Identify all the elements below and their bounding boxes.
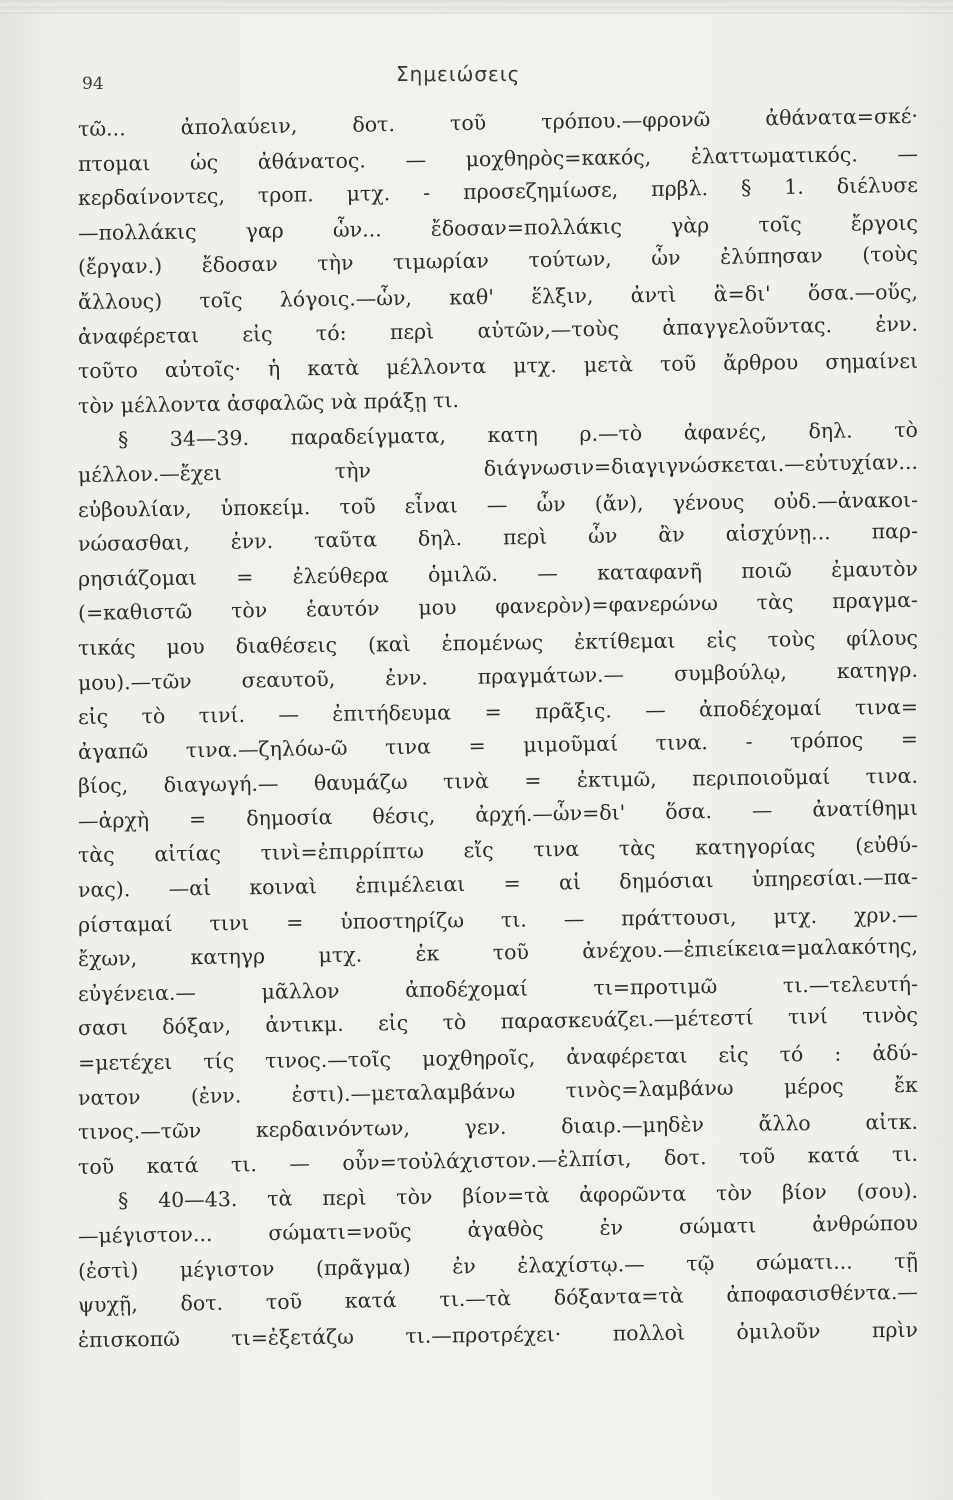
text-line: εὐβουλίαν, ὑποκείμ. τοῦ εἶναι — ὧν (ἄν), γένους οὐδ.—ἀνακοι- <box>77 487 919 522</box>
text-line: ἀναφέρεται εἰς τό: περὶ αὐτῶν,—τοὺς ἀπαγγελοῦντας. ἐνν. <box>77 311 919 349</box>
text-line: ψυχῇ, δοτ. τοῦ κατά τι.—τὰ δόξαντα=τὰ ἀποφασισθέντα.— <box>77 1279 919 1318</box>
text-line: κερδαίνοντες, τροπ. μτχ. - προσεζημίωσε, πρβλ. § 1. διέλυσε <box>77 172 919 211</box>
text-line: ἀγαπῶ τινα.—ζηλόω-ῶ τινα = μιμοῦμαί τινα. - τρόπος = <box>77 726 919 764</box>
text-line: ἔχων, κατηγρ μτχ. ἐκ τοῦ ἀνέχου.—ἐπιείκεια=μαλακότης, <box>77 934 919 972</box>
text-line: ρησιάζομαι = ἐλεύθερα ὁμιλῶ. — καταφανῆ ποιῶ ἐμαυτὸν <box>77 556 919 591</box>
text-line: ἐπισκοπῶ τι=ἐξετάζω τι.—προτρέχει· πολλοὶ ὁμιλοῦν πρὶν <box>77 1317 919 1352</box>
text-line: τικάς μου διαθέσεις (καὶ ἑπομένως ἐκτίθεμαι εἰς τοὺς φίλους <box>77 625 919 660</box>
text-line: εἰς τὸ τινί. — ἐπιτήδευμα = πρᾶξις. — ἀποδέχομαί τινα= <box>77 694 919 730</box>
section-start-line: § 40—43. τὰ περὶ τὸν βίον=τὰ ἀφορῶντα τὸν βίον (σου). <box>117 1179 919 1213</box>
text-line: ἄλλους) τοῖς λόγοις.—ὧν, καθ' ἕλξιν, ἀντὶ ἃ=δι' ὅσα.—οὕς, <box>77 279 919 314</box>
section-start-line: § 34—39. παραδείγματα, κατη ρ.—τὸ ἀφανές, δηλ. τὸ <box>117 418 919 452</box>
text-line: —πολλάκις γαρ ὧν... ἔδοσαν=πολλάκις γὰρ τοῖς ἔργοις <box>77 210 919 245</box>
text-line: τινος.—τῶν κερδαινόντων, γεν. διαιρ.—μηδὲν ἄλλο αἰτκ. <box>77 1109 919 1145</box>
text-line: εὐγένεια.— μᾶλλον ἀποδέχομαί τι=προτιμῶ τι.—τελευτή- <box>77 971 919 1006</box>
text-line: μέλλον.—ἔχει τὴν διάγνωσιν=διαγιγνώσκεται.—εὐτυχίαν... <box>77 449 919 487</box>
text-line: τὰς αἰτίας τινὶ=ἐπιρρίπτω εἴς τινα τὰς κατηγορίας (εὐθύ- <box>77 833 919 868</box>
text-line: νας). —αἱ κοιναὶ ἐπιμέλειαι = αἱ δημόσιαι ὑπηρεσίαι.—πα- <box>77 864 919 903</box>
text-line: νώσασθαι, ἐνν. ταῦτα δηλ. περὶ ὧν ἂν αἰσχύνῃ... παρ- <box>77 518 919 557</box>
text-line: μου).—τῶν σεαυτοῦ, ἐνν. πραγμάτων.— συμβούλῳ, κατηγρ. <box>77 657 919 695</box>
page-top-edge <box>0 0 953 14</box>
text-line: τοῦτο αὐτοῖς· ἡ κατὰ μέλλοντα μτχ. μετὰ τοῦ ἄρθρου σημαίνει <box>77 348 919 384</box>
running-head: Σημειώσεις <box>396 62 521 86</box>
text-line: (ἔργαν.) ἔδοσαν τὴν τιμωρίαν τούτων, ὧν ἐλύπησαν (τοὺς <box>77 242 919 280</box>
text-line: τῶ... ἀπολαύειν, δοτ. τοῦ τρόπου.—φρονῶ ἀθάνατα=σκέ· <box>77 103 919 141</box>
text-line: —ἀρχὴ = δημοσία θέσις, ἀρχή.—ὧν=δι' ὅσα. — ἀνατίθημι <box>77 795 919 833</box>
text-line: τὸν μέλλοντα ἀσφαλῶς νὰ πράξῃ τι. <box>77 387 460 418</box>
text-line: =μετέχει τίς τινος.—τοῖς μοχθηροῖς, ἀναφέρεται εἰς τό : ἀδύ- <box>77 1040 919 1076</box>
page-number: 94 <box>82 74 104 94</box>
text-line: (=καθιστῶ τὸν ἑαυτόν μου φανερὸν)=φανερώνω τὰς πραγμα- <box>77 588 919 626</box>
text-line: —μέγιστον... σώματι=νοῦς ἀγαθὸς ἐν σώματι ἀνθρώπου <box>77 1210 919 1248</box>
text-line: ρίσταμαί τινι = ὑποστηρίζω τι. — πράττουσι, μτχ. χρν.— <box>77 902 919 937</box>
notes-body <box>77 103 919 1357</box>
text-line: νατον (ἐνν. ἐστι).—μεταλαμβάνω τινὸς=λαμβάνω μέρος ἔκ <box>77 1072 919 1110</box>
text-line: τοῦ κατά τι. — οὖν=τοὐλάχιστον.—ἐλπίσι, δοτ. τοῦ κατά τι. <box>77 1141 919 1179</box>
text-line: βίος, διαγωγή.— θαυμάζω τινὰ = ἐκτιμῶ, περιποιοῦμαί τινα. <box>77 764 919 799</box>
text-line: (ἐστὶ) μέγιστον (πρᾶγμα) ἐν ἐλαχίστῳ.— τῷ σώματι... τῇ <box>77 1248 919 1283</box>
text-line: σασι δόξαν, ἀντικμ. εἰς τὸ παρασκευάζει.—μέτεστί τινί τινὸς <box>77 1003 919 1041</box>
text-line: πτομαι ὡς ἀθάνατος. — μοχθηρὸς=κακός, ἐλαττωματικός. — <box>77 141 919 176</box>
